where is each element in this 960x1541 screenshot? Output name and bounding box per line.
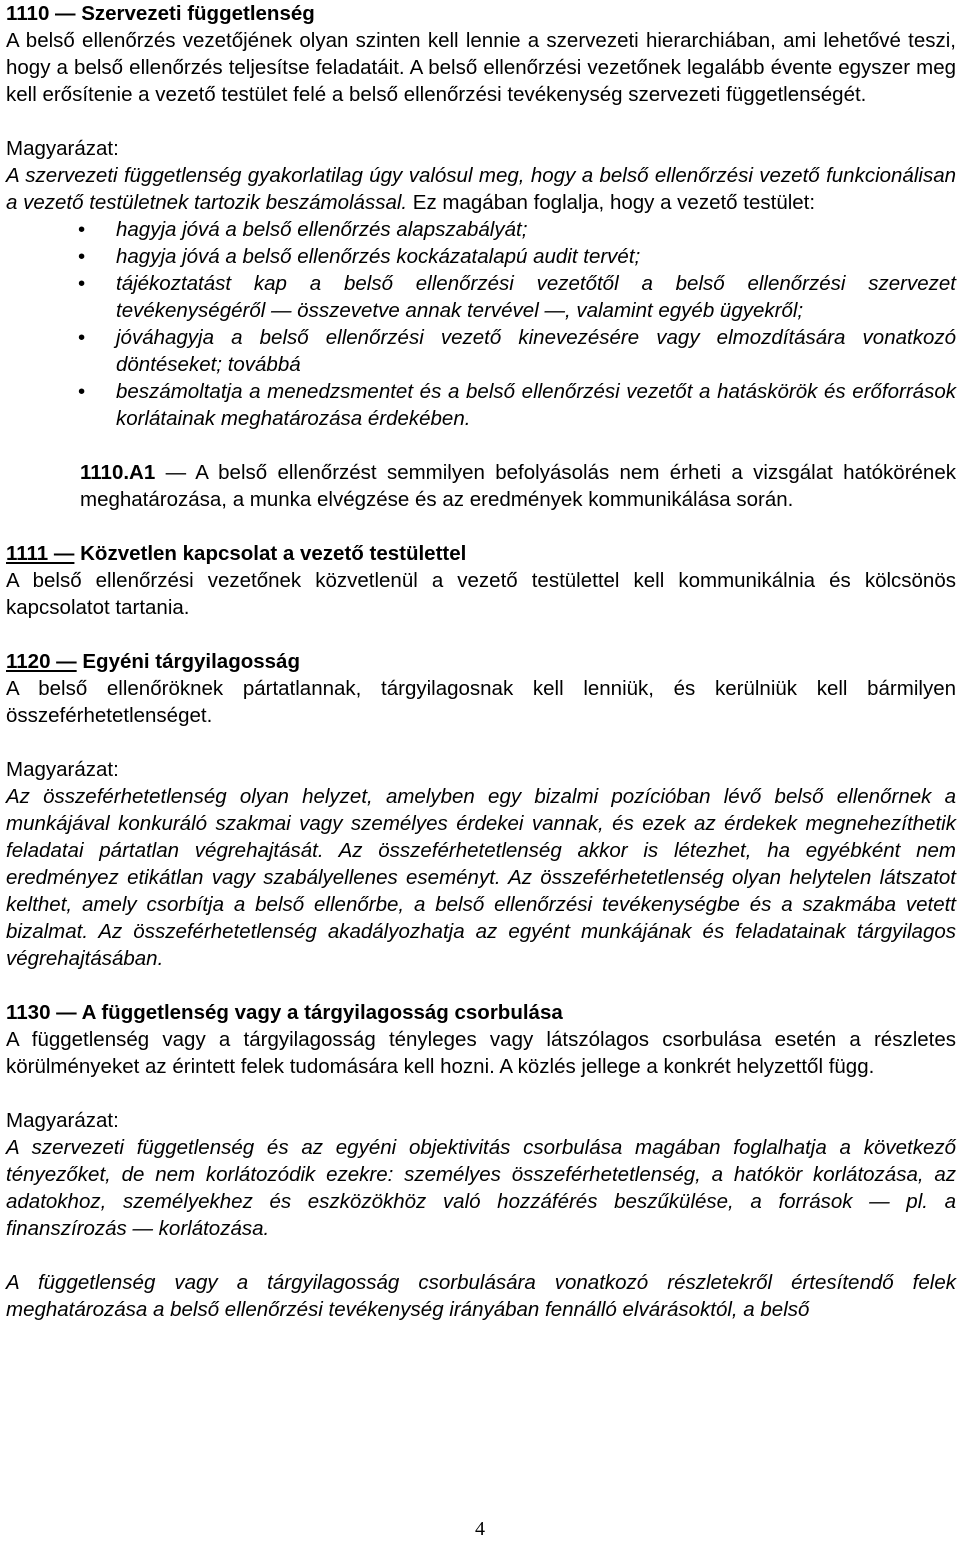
document-page bbox=[6, 0, 956, 1323]
list-item: • jóváhagyja a belső ellenőrzési vezető kinevezésére vagy elmozdítására vonatkozó döntéseket; továbbá bbox=[116, 324, 956, 378]
list-item: • hagyja jóvá a belső ellenőrzés kockázatalapú audit tervét; bbox=[116, 243, 956, 270]
section-heading-1110: 1110 — Szervezeti függetlenség bbox=[6, 2, 315, 25]
spacer bbox=[6, 108, 956, 135]
explanation-text-1130-b: A függetlenség vagy a tárgyilagosság csorbulására vonatkozó részletekről értesítendő felek meghatározása a belső ellenőrzési tevékenység irányában fennálló elvárásoktól, a belső bbox=[6, 1271, 956, 1321]
explanation-text-1110 bbox=[6, 162, 956, 216]
section-number: 1111 — bbox=[6, 542, 75, 565]
explanation-italic: A szervezeti függetlenség gyakorlatilag úgy valósul meg, hogy a belső ellenőrzési vezető funkcionálisan a vezető testületnek tartozik beszámolással. bbox=[6, 164, 956, 214]
standard-code: 1110.A1 bbox=[80, 461, 156, 484]
standard-text: — A belső ellenőrzést semmilyen befolyásolás nem érheti a vizsgálat hatókörének meghatározása, a munka elvégzése és az eredmények kommunikálása során. bbox=[80, 461, 956, 511]
section-number: 1120 — bbox=[6, 650, 77, 673]
section-body-1110: A belső ellenőrzés vezetőjének olyan szinten kell lennie a szervezeti hierarchiában, ami lehetővé teszi, hogy a belső ellenőrzés teljesítse feladatáit. A belső ellenőrzési vezetőnek legalább évente egyszer meg kell erősítenie a vezető testület felé a belső ellenőrzési tevékenység szervezeti függetlenségét. bbox=[6, 29, 956, 106]
spacer bbox=[6, 513, 956, 540]
spacer bbox=[6, 972, 956, 999]
list-item: • tájékoztatást kap a belső ellenőrzési vezetőtől a belső ellenőrzési szervezet tevékenységéről — összevetve annak tervével —, valamint egyéb ügyekről; bbox=[116, 270, 956, 324]
section-heading-1130: 1130 — A függetlenség vagy a tárgyilagosság csorbulása bbox=[6, 1001, 563, 1024]
section-heading-1111 bbox=[6, 540, 956, 567]
board-duties-list bbox=[6, 216, 956, 432]
page-number: 4 bbox=[475, 1518, 485, 1540]
section-body-1120: A belső ellenőröknek pártatlannak, tárgyilagosnak kell lenniük, és kerülniük kell bármilyen összeférhetetlenséget. bbox=[6, 677, 956, 727]
spacer bbox=[6, 729, 956, 756]
standard-1110-a1 bbox=[6, 459, 956, 513]
section-title: Közvetlen kapcsolat a vezető testülettel bbox=[74, 542, 467, 565]
section-title: Egyéni tárgyilagosság bbox=[76, 650, 300, 673]
spacer bbox=[6, 621, 956, 648]
spacer bbox=[6, 1242, 956, 1269]
explanation-label: Magyarázat: bbox=[6, 1109, 119, 1132]
section-body-1130: A függetlenség vagy a tárgyilagosság tényleges vagy látszólagos csorbulása esetén a részletes körülményeket az érintett felek tudomására kell hozni. A közlés jellege a konkrét helyzettől függ. bbox=[6, 1028, 956, 1078]
explanation-text-1120: Az összeférhetetlenség olyan helyzet, amelyben egy bizalmi pozícióban lévő belső ellenőrnek a munkájával konkuráló szakmai vagy személyes érdekei vannak, és ezek az érdekek megnehezíthetik feladatai pártatlan végrehajtását. Az összeférhetetlenség akkor is létezhet, ha egyébként nem eredményez etikátlan vagy szabályellenes eseményt. Az összeférhetetlenség olyan helytelen látszatot kelthet, amely csorbítja a belső ellenőrbe, a belső ellenőrzési tevékenységbe és a szakmába vetett bizalmat. Az összeférhetetlenség akadályozhatja az egyént munkájának és feladatainak tárgyilagos végrehajtásában. bbox=[6, 785, 956, 970]
explanation-label: Magyarázat: bbox=[6, 758, 119, 781]
explanation-text-1130-a: A szervezeti függetlenség és az egyéni objektivitás csorbulása magában foglalhatja a következő tényezőket, de nem korlátozódik ezekre: személyes összeférhetetlenség, a hatókör korlátozása, az adatokhoz, személyekhez és eszközökhöz való hozzáférés beszűkülése, a források — pl. a finanszírozás — korlátozása. bbox=[6, 1136, 956, 1240]
section-heading-1120 bbox=[6, 648, 956, 675]
list-item: • hagyja jóvá a belső ellenőrzés alapszabályát; bbox=[116, 216, 956, 243]
explanation-label: Magyarázat: bbox=[6, 137, 119, 160]
explanation-continuation: Ez magában foglalja, hogy a vezető testület: bbox=[407, 191, 816, 214]
section-body-1111: A belső ellenőrzési vezetőnek közvetlenül a vezető testülettel kell kommunikálnia és kölcsönös kapcsolatot tartania. bbox=[6, 569, 956, 619]
spacer bbox=[6, 432, 956, 459]
spacer bbox=[6, 1080, 956, 1107]
list-item: • beszámoltatja a menedzsmentet és a belső ellenőrzési vezetőt a hatáskörök és erőforrások korlátainak meghatározása érdekében. bbox=[116, 378, 956, 432]
